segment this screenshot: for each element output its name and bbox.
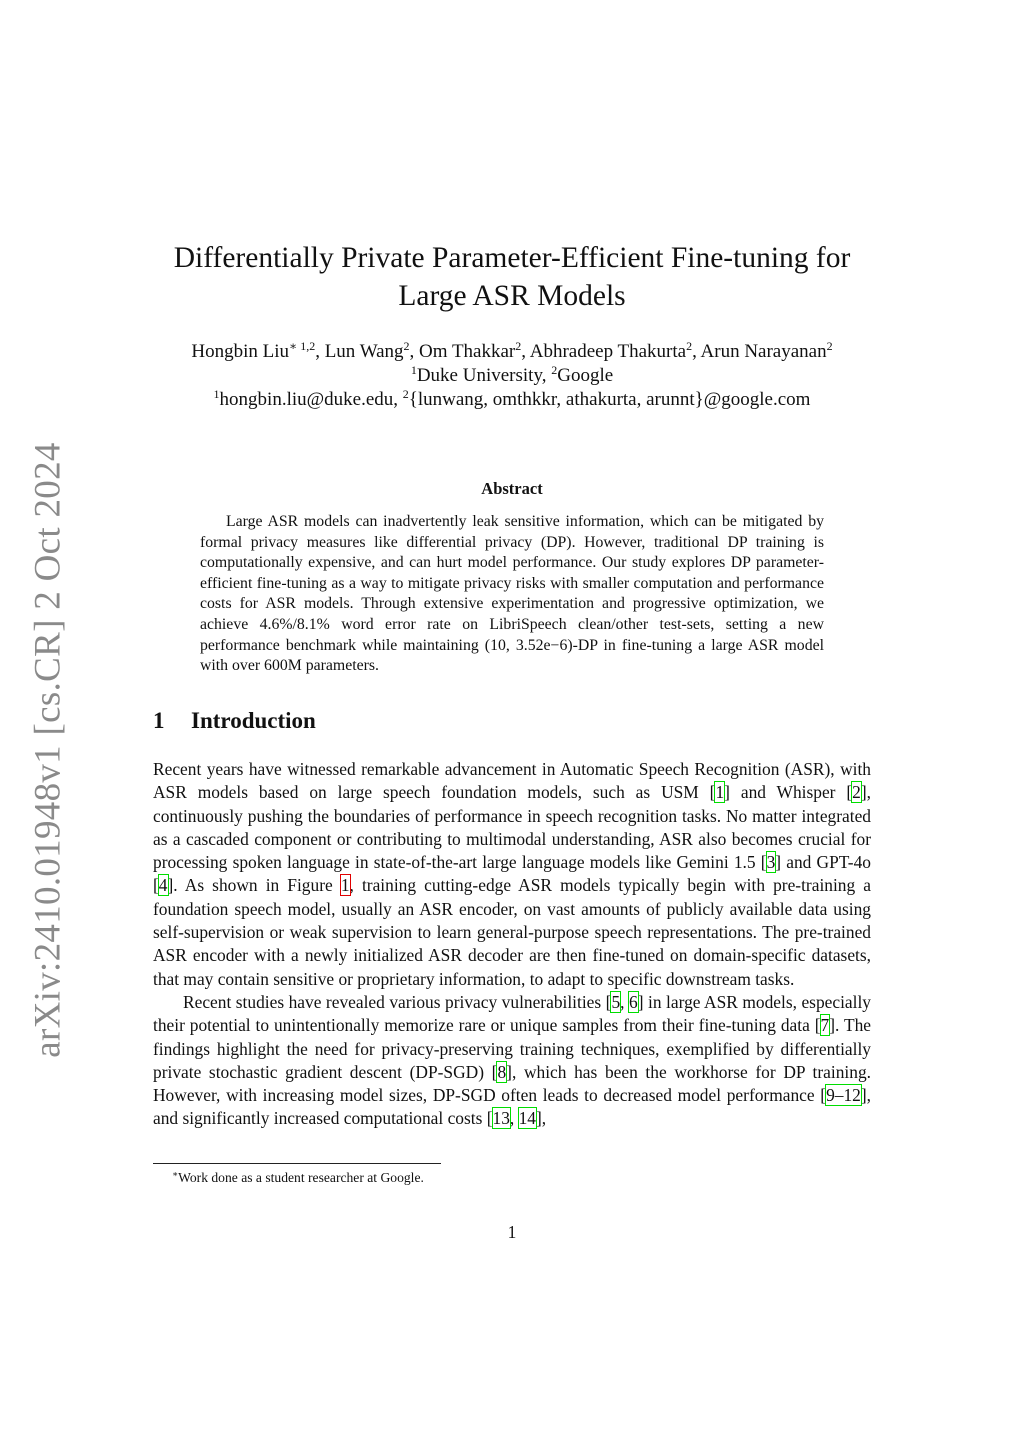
- citation-link[interactable]: 3: [766, 852, 776, 873]
- citation-link[interactable]: 9–12: [826, 1085, 861, 1106]
- text-run: , training cutting-edge ASR models typically begin with pre-training a foundation speech model, usually an ASR encoder, on vast amounts of publicly available data using self-supervision or weak supervision to learn general-purpose speech representations. The pre-trained ASR encoder with a newly initialized ASR decoder are then fine-tuned on domain-specific datasets, that may contain sensitive or proprietary information, to adapt to specific downstream tasks.: [153, 875, 871, 989]
- abstract-heading: Abstract: [481, 479, 543, 498]
- author-list: Hongbin Liu$^{∗ 1,2}$, Lun Wang$^2$, Om Thakkar$^2$, Abhradeep Thakurta$^2$, Arun Narayanan$^2$: [191, 339, 833, 362]
- email-duke: hongbin.liu@duke.edu,: [219, 389, 403, 410]
- author-affiliation-mark: 2: [826, 339, 833, 353]
- author-name: Abhradeep Thakurta: [529, 341, 687, 362]
- footnote: [172, 1169, 424, 1186]
- citation-link[interactable]: 7: [820, 1015, 830, 1036]
- citation-link[interactable]: 13: [492, 1108, 510, 1129]
- author-affiliation-mark: 2: [403, 339, 410, 353]
- paragraph-2: [153, 991, 871, 1131]
- title-line-1: Differentially Private Parameter-Efficient Fine-tuning for: [173, 242, 851, 274]
- abstract-body: [200, 512, 824, 677]
- section-title: Introduction: [191, 708, 316, 733]
- section-number: 1: [153, 708, 165, 733]
- footnote-text: Work done as a student researcher at Google.: [178, 1170, 424, 1185]
- text-run: ],: [535, 1108, 547, 1129]
- text-run: Recent years have witnessed remarkable advancement in Automatic Speech Recognition (ASR), with ASR models based on large speech foundation models, such as USM [: [153, 759, 871, 803]
- text-run: ,: [620, 991, 630, 1012]
- author-name: Om Thakkar: [419, 341, 516, 362]
- text-run: ] and Whisper [: [724, 782, 853, 803]
- title-line-2: Large ASR Models: [398, 280, 626, 312]
- text-run: ] in large ASR models, especially their potential to unintentionally memorize rare or unique samples from their fine-tuning data [: [153, 991, 871, 1036]
- text-run: ,: [509, 1108, 519, 1129]
- affiliations: [130, 364, 894, 388]
- figure-reference-link[interactable]: 1: [340, 875, 350, 896]
- section-heading: [153, 708, 316, 734]
- citation-link[interactable]: 8: [497, 1061, 507, 1082]
- author-affiliation-mark: 2: [515, 339, 522, 353]
- paper-title: [140, 239, 884, 315]
- affiliation-google: Google: [557, 365, 614, 386]
- email-mark: 2: [402, 387, 409, 401]
- author-name: Lun Wang: [324, 341, 404, 362]
- text-run: ]. As shown in Figure: [167, 875, 341, 896]
- email-google: {lunwang, omthkkr, athakurta, arunnt}@google.com: [408, 389, 811, 410]
- author-affiliation-mark: 2: [686, 339, 693, 353]
- paragraph-1: [153, 758, 871, 991]
- footnote-mark: ∗: [172, 1169, 179, 1179]
- affiliation-mark: 1: [410, 363, 417, 377]
- citation-link[interactable]: 1: [715, 782, 725, 803]
- body-text: [153, 758, 871, 1131]
- text-run: ], which has been the workhorse for DP training. However, with increasing model sizes, DP-SGD often leads to decreased model performance [: [153, 1061, 871, 1106]
- author-name: Hongbin Liu: [191, 341, 290, 362]
- footnote-divider: [153, 1163, 441, 1164]
- abstract-text: Large ASR models can inadvertently leak sensitive information, which can be mitigated by formal privacy measures like differential privacy (DP). However, traditional DP training is computationally expensive, and can hurt model performance. Our study explores DP parameter-efficient fine-tuning as a way to mitigate privacy risks with smaller computation and performance costs for ASR models. Through extensive experimentation and progressive optimization, we achieve 4.6%/8.1% word error rate on LibriSpeech clean/other test-sets, setting a new performance benchmark while maintaining (10, 3.52e−6)-DP in fine-tuning a large ASR model with over 600M parameters.: [200, 513, 824, 675]
- citation-link[interactable]: 2: [852, 782, 861, 803]
- citation-link[interactable]: 14: [518, 1108, 536, 1129]
- text-run: ]. The findings highlight the need for privacy-preserving training techniques, exemplified by differentially private stochastic gradient descent (DP-SGD) [: [153, 1015, 871, 1082]
- arxiv-identifier: arXiv:2410.01948v1 [cs.CR] 2 Oct 2024: [27, 442, 69, 1058]
- author-block: [130, 340, 894, 412]
- author-name: Arun Narayanan: [700, 341, 827, 362]
- citation-link[interactable]: 4: [158, 875, 168, 896]
- text-run: ] and GPT-4o [: [153, 852, 871, 896]
- text-run: ], continuously pushing the boundaries of performance in speech recognition tasks. No matter integrated as a cascaded component or contributing to multimodal understanding, ASR also becomes crucial for processing spoken language in state-of-the-art large language models like Gemini 1.5 [: [153, 782, 871, 873]
- citation-link[interactable]: 6: [629, 991, 638, 1012]
- affiliation-duke: Duke University,: [416, 365, 552, 386]
- text-run: Recent studies have revealed various privacy vulnerabilities [: [183, 991, 612, 1012]
- emails: [130, 388, 894, 412]
- page-number: 1: [507, 1222, 517, 1242]
- affiliation-mark: 2: [551, 363, 558, 377]
- text-run: ], and significantly increased computational costs [: [153, 1085, 871, 1129]
- citation-link[interactable]: 5: [611, 991, 621, 1012]
- email-mark: 1: [213, 387, 220, 401]
- author-affiliation-mark: ∗ 1,2: [289, 339, 316, 353]
